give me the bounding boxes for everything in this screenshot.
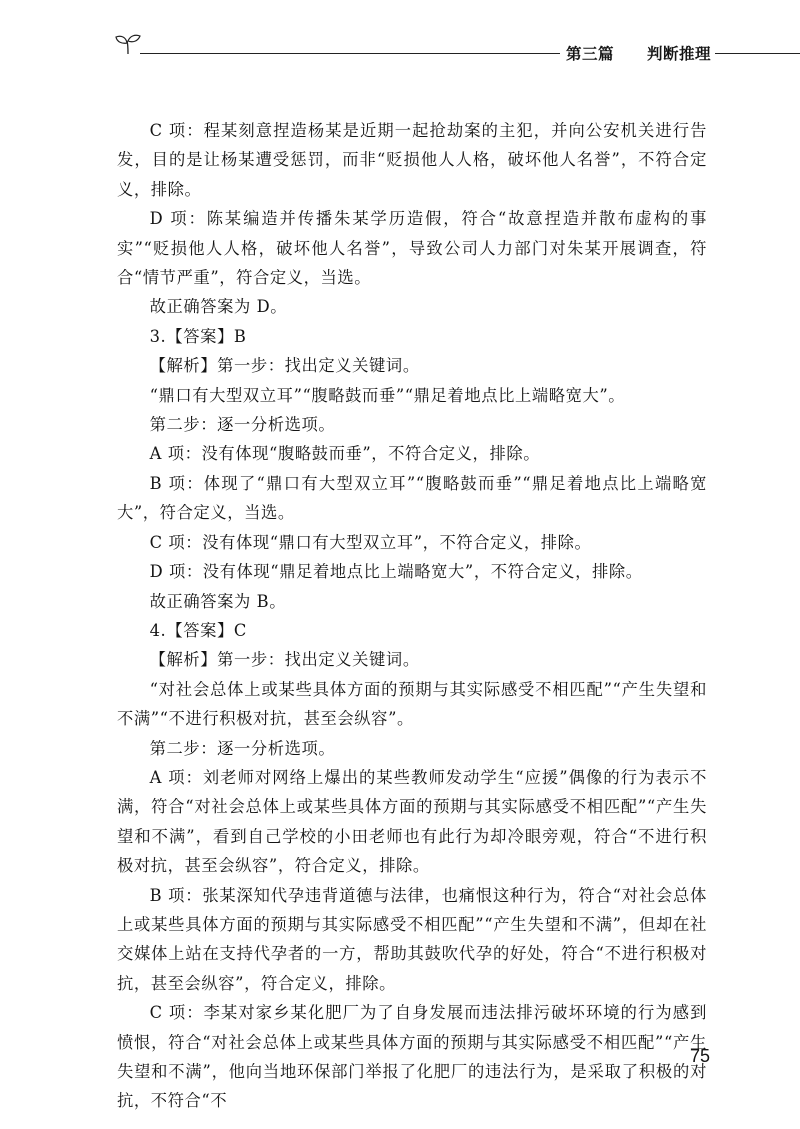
paragraph: 第二步：逐一分析选项。 [149,415,336,435]
paragraph: A 项：刘老师对网络上爆出的某些教师发动学生“应援”偶像的行为表示不满，符合“对社会总体上或某些具体方面的预期与其实际感受不相匹配”“产生失望和不满”，看到自己学校的小田老师也有此行为却冷眼旁观，符合“不进行积极对抗，甚至会纵容”，符合定义，排除。 [117,767,707,876]
header-section: 第三篇 [566,45,615,63]
paragraph: 故正确答案为 D。 [149,297,288,317]
paragraph: A 项：没有体现“腹略鼓而垂”，不符合定义，排除。 [149,444,541,464]
paragraph: 第二步：逐一分析选项。 [149,738,336,758]
answer-heading: 4.【答案】C [149,620,247,640]
paragraph: B 项：体现了“鼎口有大型双立耳”“腹略鼓而垂”“鼎足着地点比上端略宽大”，符合定义，当选。 [117,473,707,523]
page-number: 75 [689,1046,710,1066]
header-chapter: 判断推理 [646,45,711,63]
header-rule-right [715,53,800,54]
paragraph: C 项：没有体现“鼎口有大型双立耳”，不符合定义，排除。 [149,532,592,552]
paragraph: 故正确答案为 B。 [149,591,287,611]
paragraph: D 项：没有体现“鼎足着地点比上端略宽大”，不符合定义，排除。 [149,562,643,582]
answer-heading: 3.【答案】B [149,326,247,346]
header-rule-left [140,53,560,54]
page-body [117,116,707,1116]
paragraph: C 项：程某刻意捏造杨某是近期一起抢劫案的主犯，并向公安机关进行告发，目的是让杨某遭受惩罚，而非“贬损他人人格，破坏他人名誉”，不符合定义，排除。 [117,121,707,199]
header-title [566,42,711,64]
paragraph: “对社会总体上或某些具体方面的预期与其实际感受不相匹配”“产生失望和不满”“不进行积极对抗，甚至会纵容”。 [117,679,707,729]
paragraph: B 项：张某深知代孕违背道德与法律，也痛恨这种行为，符合“对社会总体上或某些具体方面的预期与其实际感受不相匹配”“产生失望和不满”，但却在社交媒体上站在支持代孕者的一方，帮助其鼓吹代孕的好处，符合“不进行积极对抗，甚至会纵容”，符合定义，排除。 [117,885,707,993]
page-header [0,0,800,80]
sprout-icon [114,33,142,55]
paragraph: “鼎口有大型双立耳”“腹略鼓而垂”“鼎足着地点比上端略宽大”。 [149,385,626,405]
paragraph: D 项：陈某编造并传播朱某学历造假，符合“故意捏造并散布虚构的事实”“贬损他人人格，破坏他人名誉”，导致公司人力部门对朱某开展调查，符合“情节严重”，符合定义，当选。 [117,209,707,288]
analysis-heading: 【解析】第一步：找出定义关键词。 [149,356,420,376]
paragraph: C 项：李某对家乡某化肥厂为了自身发展而违法排污破坏环境的行为感到愤恨，符合“对社会总体上或某些具体方面的预期与其实际感受不相匹配”“产生失望和不满”，他向当地环保部门举报了化肥厂的违法行为，是采取了积极的对抗，不符合“不 [117,1003,707,1111]
analysis-heading: 【解析】第一步：找出定义关键词。 [149,650,420,670]
